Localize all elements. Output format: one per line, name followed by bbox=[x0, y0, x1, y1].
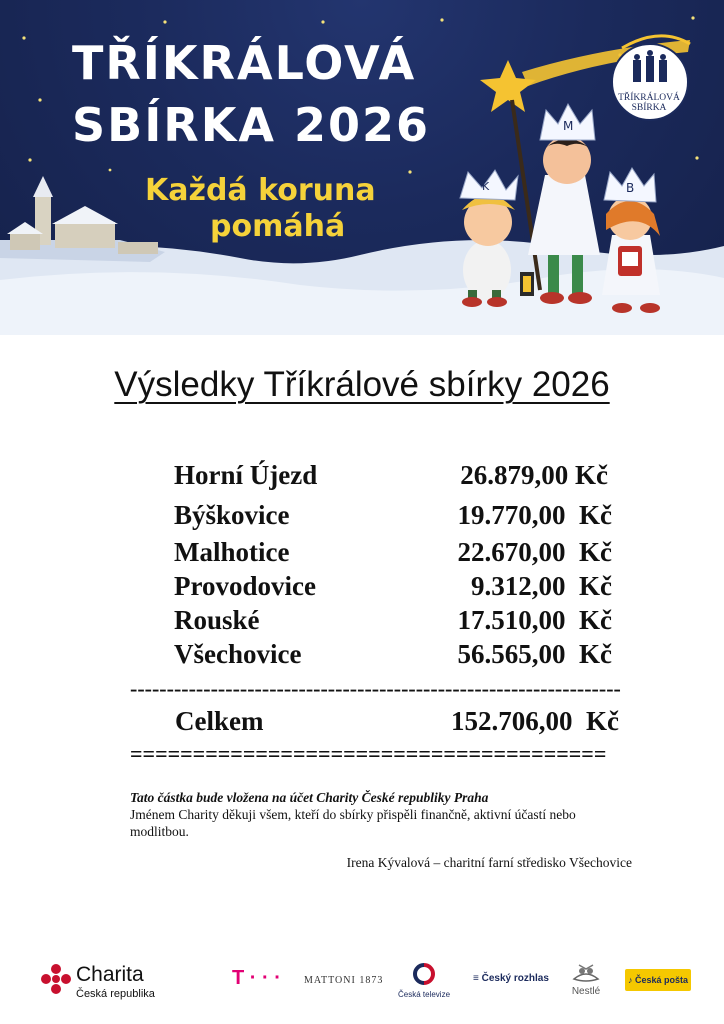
posthorn-icon: ♪ bbox=[627, 975, 635, 985]
village-name: Rouské bbox=[174, 605, 260, 635]
banner-slogan-line1: Každá koruna bbox=[145, 173, 376, 208]
total-row bbox=[0, 706, 724, 740]
village-name: Provodovice bbox=[174, 571, 316, 601]
ct-name: Česká televize bbox=[398, 990, 451, 999]
thanks-note: Jménem Charity děkuji všem, kteří do sbírky přispěli finančně, aktivní účastí nebo modlitbou. bbox=[130, 807, 576, 839]
charita-name: Charita bbox=[76, 963, 144, 986]
banner bbox=[0, 0, 724, 335]
banner-title-line2: SBÍRKA 2026 bbox=[72, 98, 431, 152]
result-row bbox=[0, 537, 724, 571]
page-title: Výsledky Tříkrálové sbírky 2026 bbox=[114, 365, 610, 404]
result-row bbox=[0, 639, 724, 673]
nestle-name: Nestlé bbox=[571, 986, 601, 997]
signature: Irena Kývalová – charitní farní středisko Všechovice bbox=[346, 855, 632, 870]
total-label: Celkem bbox=[175, 706, 264, 736]
village-name: Malhotice bbox=[174, 537, 290, 567]
double-separator: ====================================== bbox=[130, 741, 607, 766]
posta-name: Česká pošta bbox=[634, 975, 689, 985]
logo-text-line2: SBÍRKA bbox=[631, 103, 667, 113]
result-row bbox=[0, 605, 724, 639]
result-row bbox=[0, 460, 724, 494]
telekom-logo: T · · · bbox=[232, 967, 281, 989]
charita-cross-icon bbox=[40, 963, 72, 995]
village-name: Všechovice bbox=[174, 639, 302, 669]
village-amount: 19.770,00 Kč bbox=[457, 500, 612, 530]
charita-subtitle: Česká republika bbox=[76, 988, 155, 1000]
village-amount: 22.670,00 Kč bbox=[457, 537, 612, 567]
crown-letter-m: M bbox=[563, 119, 574, 133]
result-row bbox=[0, 571, 724, 605]
ct-icon bbox=[410, 963, 438, 985]
crown-letter-k: K bbox=[482, 180, 490, 193]
ceska-posta-logo bbox=[625, 969, 691, 991]
sponsor-logos bbox=[0, 955, 724, 1005]
banner-slogan-line2: pomáhá bbox=[210, 209, 346, 244]
logo-text-line1: TŘÍKRÁLOVÁ bbox=[618, 93, 680, 103]
account-note: Tato částka bude vložena na účet Charity České republiky Praha bbox=[130, 790, 489, 805]
rozhlas-name: Český rozhlas bbox=[481, 973, 549, 984]
total-amount: 152.706,00 Kč bbox=[451, 706, 619, 736]
mattoni-logo: MATTONI 1873 bbox=[304, 975, 384, 986]
village-amount: 26.879,00 Kč bbox=[460, 460, 608, 490]
village-amount: 17.510,00 Kč bbox=[457, 605, 612, 635]
village-name: Býškovice bbox=[174, 500, 290, 530]
village-name: Horní Újezd bbox=[174, 460, 318, 490]
village-amount: 9.312,00 Kč bbox=[471, 571, 612, 601]
banner-title-line1: TŘÍKRÁLOVÁ bbox=[72, 36, 417, 90]
rozhlas-logo bbox=[473, 973, 549, 984]
village-amount: 56.565,00 Kč bbox=[457, 639, 612, 669]
nestle-logo bbox=[566, 961, 606, 997]
result-row bbox=[0, 500, 724, 534]
nestle-nest-icon bbox=[571, 961, 601, 985]
rozhlas-bars-icon: ≡ bbox=[473, 973, 482, 984]
dash-separator: ------------------------------------------------------------------- bbox=[130, 676, 621, 701]
crown-letter-b: B bbox=[626, 181, 635, 195]
ct-logo bbox=[398, 963, 450, 999]
